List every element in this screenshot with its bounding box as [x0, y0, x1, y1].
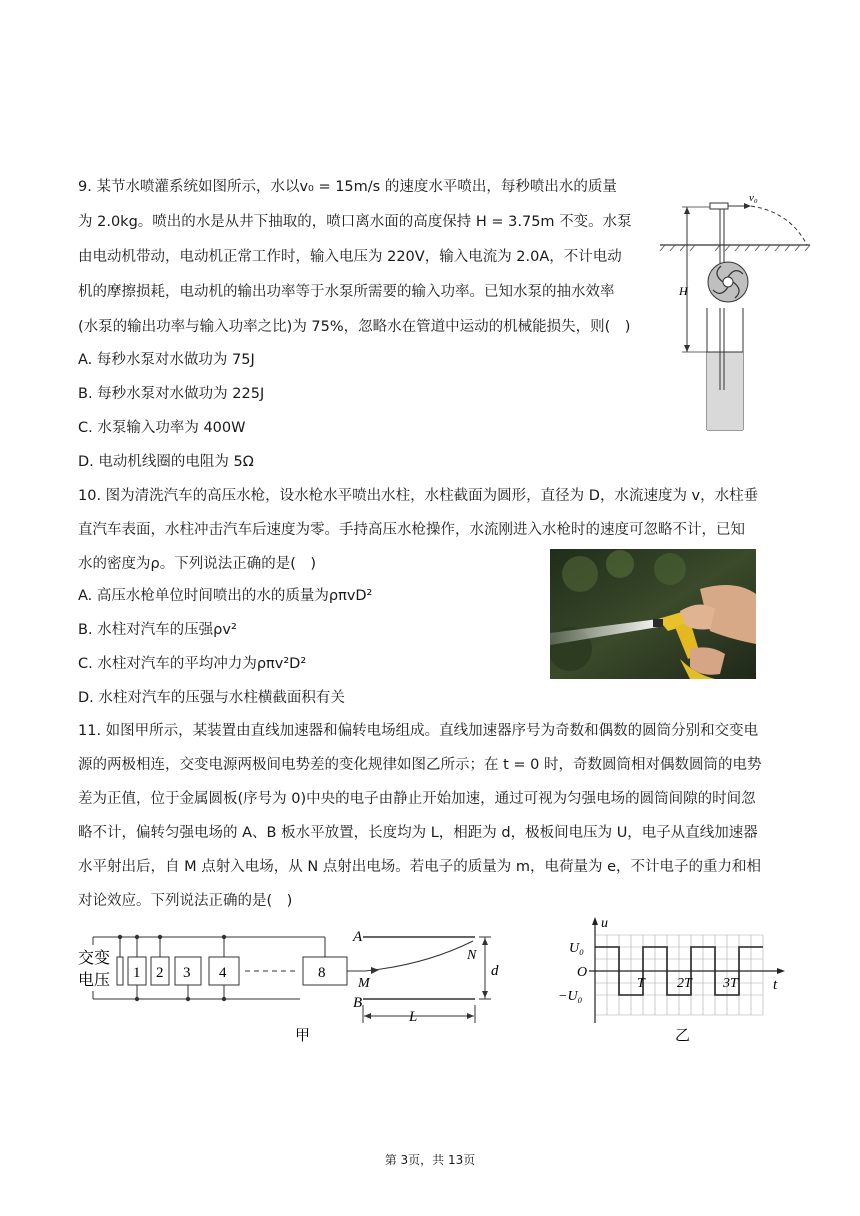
point-m-label: M	[358, 976, 370, 991]
page-footer: 第 3页，共 13页	[384, 1153, 476, 1167]
q9-line-2: 为 2.0kg。喷出的水是从井下抽取的，喷口离水面的高度保持 H = 3.75m 不变。水泵	[78, 214, 632, 230]
q11-figure-b	[555, 915, 790, 1050]
q10-option-d: D. 水柱对汽车的压强与水柱横截面积有关	[78, 690, 345, 706]
q11-line-1: 11. 如图甲所示，某装置由直线加速器和偏转电场组成。直线加速器序号为奇数和偶数的圆筒分别和交变电	[78, 723, 759, 739]
q11-line-5: 水平射出后，自 M 点射入电场，从 N 点射出电场。若电子的质量为 m，电荷量为 e，不计电子的重力和相	[78, 859, 762, 875]
tick-2t: 2T	[677, 976, 692, 991]
q10-option-c: C. 水柱对汽车的平均冲力为ρπv²D²	[78, 656, 307, 672]
q10-option-a: A. 高压水枪单位时间喷出的水的质量为ρπvD²	[78, 588, 373, 604]
q11-line-6: 对论效应。下列说法正确的是( )	[78, 893, 293, 909]
plate-b-label: B	[353, 995, 363, 1011]
q9-pump-figure	[655, 190, 815, 435]
length-l-label: L	[409, 1009, 418, 1025]
gap-d-label: d	[491, 963, 499, 979]
q9-option-a: A. 每秒水泵对水做功为 75J	[78, 352, 255, 368]
tube-3: 3	[183, 965, 191, 981]
q9-option-b: B. 每秒水泵对水做功为 225J	[78, 386, 265, 402]
q10-line-3: 水的密度为ρ。下列说法正确的是( )	[78, 556, 317, 572]
q9-option-c: C. 水泵输入功率为 400W	[78, 420, 246, 436]
q10-line-1: 10. 图为清洗汽车的高压水枪，设水枪水平喷出水柱，水柱截面为圆形，直径为 D，水流速度为 v，水柱垂	[78, 488, 759, 504]
tick-3t: 3T	[723, 976, 738, 991]
q10-water-gun-photo	[550, 549, 756, 679]
q9-line-4: 机的摩擦损耗，电动机的输出功率等于水泵所需要的输入功率。已知水泵的抽水效率	[78, 284, 615, 300]
figure-b-caption: 乙	[675, 1028, 691, 1044]
q11-line-4: 略不计，偏转匀强电场的 A、B 板水平放置，长度均为 L，相距为 d，极板间电压为 U，电子从直线加速器	[78, 825, 758, 841]
source-label-2: 电压	[78, 972, 111, 989]
point-n-label: N	[467, 948, 477, 963]
q11-line-2: 源的两极相连，交变电源两极间电势差的变化规律如图乙所示；在 t = 0 时，奇数圆筒相对偶数圆筒的电势	[78, 757, 762, 773]
tick-t: T	[637, 976, 645, 991]
plate-a-label: A	[353, 929, 363, 945]
origin-label: O	[577, 965, 588, 980]
tube-1: 1	[133, 965, 141, 981]
q9-h-label: H	[679, 284, 688, 298]
q9-line-1: 9. 某节水喷灌系统如图所示，水以v₀ = 15m/s 的速度水平喷出，每秒喷出水的质量	[78, 179, 617, 195]
source-label-1: 交变	[78, 950, 111, 967]
x-axis-label: t	[773, 977, 778, 993]
u0-negative-label: −U₀	[558, 989, 583, 1004]
q10-option-b: B. 水柱对汽车的压强ρv²	[78, 622, 237, 638]
q9-line-3: 由电动机带动，电动机正常工作时，输入电压为 220V，输入电流为 2.0A，不计电动	[78, 249, 622, 265]
q9-option-d: D. 电动机线圈的电阻为 5Ω	[78, 454, 254, 470]
q11-figure-a	[75, 925, 505, 1055]
q10-line-2: 直汽车表面，水柱冲击汽车后速度为零。手持高压水枪操作，水流刚进入水枪时的速度可忽略不计，已知	[78, 522, 745, 538]
tube-8: 8	[318, 965, 326, 981]
y-axis-label: u	[601, 916, 608, 931]
tube-4: 4	[219, 965, 227, 981]
q9-v0-label: v₀	[749, 192, 758, 204]
tube-2: 2	[156, 965, 164, 981]
u0-positive-label: U₀	[569, 941, 584, 956]
figure-a-caption: 甲	[295, 1028, 311, 1044]
q9-line-5: (水泵的输出功率与输入功率之比)为 75%，忽略水在管道中运动的机械能损失，则( )	[78, 319, 631, 335]
q11-line-3: 差为正值，位于金属圆板(序号为 0)中央的电子由静止开始加速，通过可视为匀强电场的圆筒间隙的时间忽	[78, 791, 756, 807]
